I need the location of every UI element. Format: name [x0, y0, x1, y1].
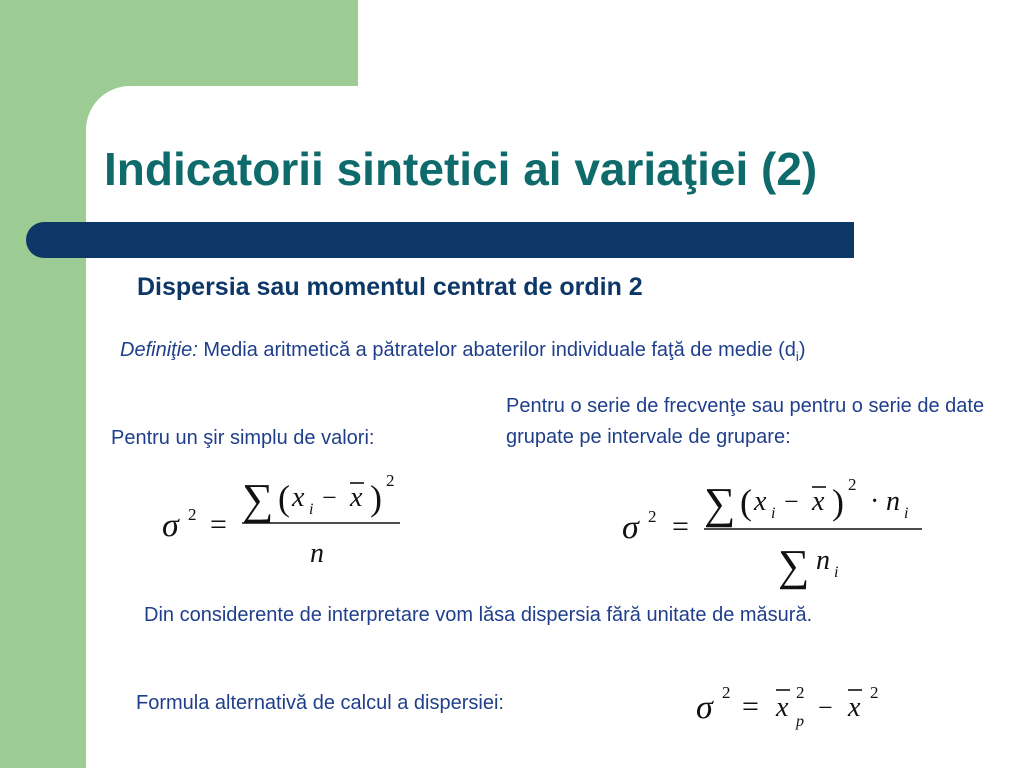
- multiply-dot: ·: [870, 486, 880, 517]
- frequency-variance-formula: [612, 466, 932, 588]
- sigma-symbol: σ: [696, 689, 713, 726]
- title-underline-bar: [26, 222, 854, 258]
- unit-note: Din considerente de interpretare vom lăsa dispersia fără unitate de măsură.: [144, 604, 813, 626]
- n-subscript: i: [904, 505, 909, 522]
- definition-label: Definiţie:: [120, 339, 198, 361]
- equals-sign: =: [742, 690, 759, 723]
- x-variable: x: [776, 692, 789, 723]
- denominator-n: n: [816, 545, 830, 576]
- sigma-exponent: 2: [188, 505, 197, 524]
- mean-x-variable: x: [350, 482, 363, 513]
- i-subscript: i: [309, 501, 314, 518]
- equals-sign: =: [210, 508, 227, 541]
- minus-sign: −: [322, 483, 337, 512]
- minus-sign: −: [818, 693, 833, 722]
- sigma-symbol: σ: [162, 507, 179, 544]
- slide-title: Indicatorii sintetici ai variaţiei (2): [104, 143, 818, 195]
- mean-exponent: 2: [870, 683, 879, 702]
- i-subscript: i: [771, 505, 776, 522]
- square-exponent: 2: [386, 471, 395, 490]
- definition-paragraph: [120, 335, 910, 372]
- frequency-series-label: Pentru o serie de frecvenţe sau pentru o serie de date grupate pe intervale de grupare:: [506, 395, 985, 448]
- simple-series-label: Pentru un şir simplu de valori:: [111, 427, 375, 449]
- summation-icon: ∑: [242, 475, 274, 524]
- sigma-exponent: 2: [648, 507, 657, 526]
- sigma-exponent: 2: [722, 683, 731, 702]
- definition-text: Media aritmetică a pătratelor abaterilor individuale faţă de medie (d: [197, 339, 796, 361]
- right-paren: ): [370, 478, 382, 518]
- denominator-summation-icon: ∑: [778, 541, 810, 590]
- simple-variance-formula: [150, 462, 410, 574]
- square-exponent: 2: [848, 475, 857, 494]
- n-denominator: n: [310, 538, 324, 569]
- x-variable: x: [754, 486, 767, 517]
- mean-x-variable: x: [848, 692, 861, 723]
- sigma-symbol: σ: [622, 509, 639, 546]
- alternative-formula-label: Formula alternativă de calcul a dispersiei:: [136, 692, 504, 714]
- x-variable: x: [292, 482, 305, 513]
- definition-subscript: i: [795, 349, 799, 364]
- definition-closing: ): [798, 339, 806, 361]
- mean-x-variable: x: [812, 486, 825, 517]
- n-variable: n: [886, 486, 900, 517]
- right-paren: ): [832, 482, 844, 522]
- left-paren: (: [740, 482, 752, 522]
- p-subscript: p: [796, 713, 804, 730]
- minus-sign: −: [784, 487, 799, 516]
- equals-sign: =: [672, 510, 689, 543]
- left-paren: (: [278, 478, 290, 518]
- summation-icon: ∑: [704, 479, 736, 528]
- x-exponent: 2: [796, 683, 805, 702]
- slide-subtitle: Dispersia sau momentul centrat de ordin 2: [137, 273, 643, 301]
- alternative-variance-formula: [690, 674, 900, 744]
- denominator-i-subscript: i: [834, 564, 839, 581]
